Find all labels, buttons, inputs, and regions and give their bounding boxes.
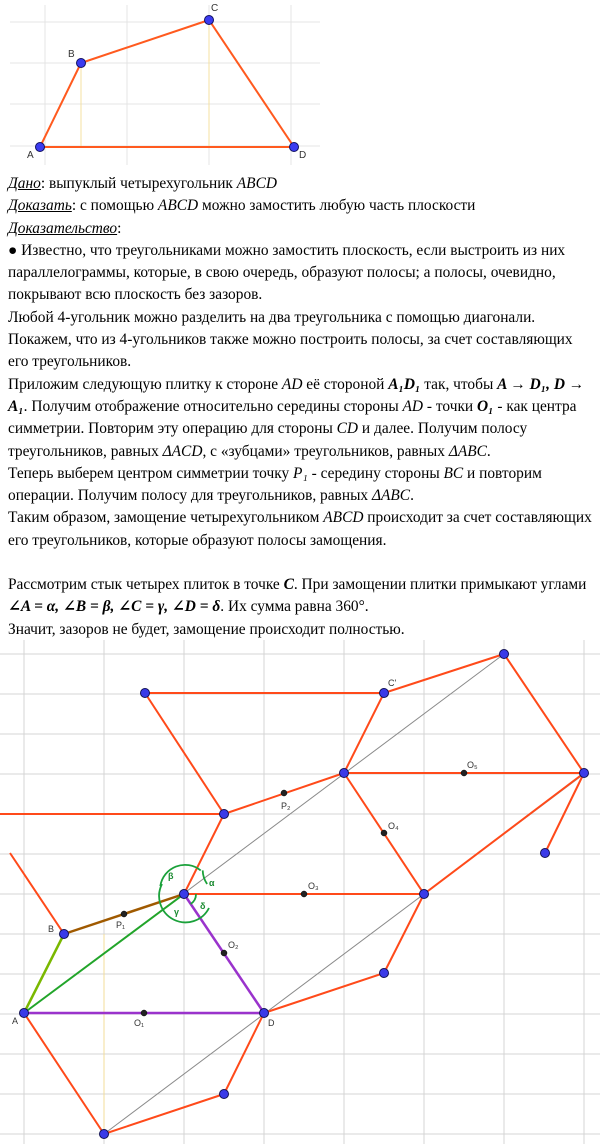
label-p1: P₁ <box>116 920 126 930</box>
midpoint-o1 <box>141 1010 147 1016</box>
label-a: A <box>12 1016 19 1026</box>
paragraph-4: Теперь выберем центром симметрии точку P₁ - середину стороны BC и повторим операции. Получим полосу для треугольников, равных ΔABC. <box>8 464 542 505</box>
label-b: B <box>48 924 55 934</box>
label-d: D <box>299 150 307 161</box>
label-p2: P₂ <box>281 801 291 811</box>
tiling-figure <box>0 640 600 1144</box>
label-b: B <box>68 49 75 60</box>
label-c-prime: C' <box>388 678 397 688</box>
given-label: Дано <box>8 175 41 192</box>
vertex-b[interactable] <box>77 59 86 68</box>
midpoint-p2 <box>281 790 287 796</box>
point-labels <box>12 678 478 1028</box>
label-delta: δ <box>200 901 206 911</box>
vertex-d[interactable] <box>290 143 299 152</box>
prove-label: Доказать <box>8 197 72 215</box>
label-gamma: γ <box>174 907 180 917</box>
vertex[interactable] <box>220 1090 229 1099</box>
vertex-c[interactable] <box>180 890 189 899</box>
proof-text <box>8 173 596 641</box>
label-a: A <box>27 150 34 161</box>
prove-line: Доказать: с помощью ABCD можно замостить любую часть плоскости <box>8 197 476 215</box>
midpoint-o2 <box>221 950 227 956</box>
vertex[interactable] <box>220 810 229 819</box>
vertex-a[interactable] <box>20 1009 29 1018</box>
vertex[interactable] <box>100 1130 109 1139</box>
vertex[interactable] <box>340 769 349 778</box>
label-alpha: α <box>209 878 215 888</box>
vertex-d[interactable] <box>260 1009 269 1018</box>
midpoint-o3 <box>301 891 307 897</box>
given-line: Дано: выпуклый четырехугольник ABCD <box>8 175 277 192</box>
proof-header: Доказательство: <box>8 219 122 237</box>
label-beta: β <box>168 871 174 881</box>
grid <box>0 640 600 1144</box>
label-o2: O₂ <box>228 940 239 950</box>
paragraph-6: Рассмотрим стык четырех плиток в точке C. При замощении плитки примыкают углами ∠A = α, ∠B = β, ∠C = γ, ∠D = δ. Их сумма равна 360°. <box>8 576 587 616</box>
grid <box>10 5 320 165</box>
paragraph-5: Таким образом, замощение четырехугольником ABCD происходит за счет составляющих его треугольников, которые образуют полосы замощения. <box>8 509 592 549</box>
paragraph-1: ● Известно, что треугольниками можно замостить плоскость, если выстроить из них параллелограммы, которые, в свою очередь, образуют полосы; а полосы, очевидно, покрывают всю плоскость без зазоров. <box>8 241 566 304</box>
label-o1: O₁ <box>134 1018 145 1028</box>
vertex[interactable] <box>380 969 389 978</box>
label-o5: O₅ <box>467 760 478 770</box>
paragraph-2: Любой 4-угольник можно разделить на два треугольника с помощью диагонали. Покажем, что из 4-угольников также можно построить полосы, за счет составляющих его треугольников. <box>8 308 573 371</box>
vertex-b[interactable] <box>60 930 69 939</box>
vertex[interactable] <box>580 769 589 778</box>
paragraph-7: Значит, зазоров не будет, замощение происходит полностью. <box>8 620 405 638</box>
proof-label: Доказательство <box>8 219 118 237</box>
label-o3: O₃ <box>308 881 319 891</box>
vertex[interactable] <box>420 890 429 899</box>
vertex-c-prime[interactable] <box>380 689 389 698</box>
paragraph-3: Приложим следующую плитку к стороне AD её стороной A₁D₁ так, чтобы A → D₁, D → A₁. Получим отображение относительно середины стороны AD - точки O₁ - как центра симметрии. Повторим эту операцию для стороны CD и далее. Получим полосу треугольников, равных ΔACD, с «зубцами» треугольников, равных ΔABC. <box>8 375 585 460</box>
vertex-c[interactable] <box>205 16 214 25</box>
label-c: C <box>211 3 219 14</box>
midpoint-o4 <box>381 830 387 836</box>
vertex[interactable] <box>500 650 509 659</box>
label-o4: O₄ <box>388 821 399 831</box>
vertex[interactable] <box>141 689 150 698</box>
vertex-a[interactable] <box>36 143 45 152</box>
label-d: D <box>268 1018 275 1028</box>
quadrilateral <box>40 20 294 147</box>
quadrilateral-abcd-figure <box>0 0 330 170</box>
midpoint-p1 <box>121 911 127 917</box>
midpoint-o5 <box>461 770 467 776</box>
vertex[interactable] <box>541 849 550 858</box>
